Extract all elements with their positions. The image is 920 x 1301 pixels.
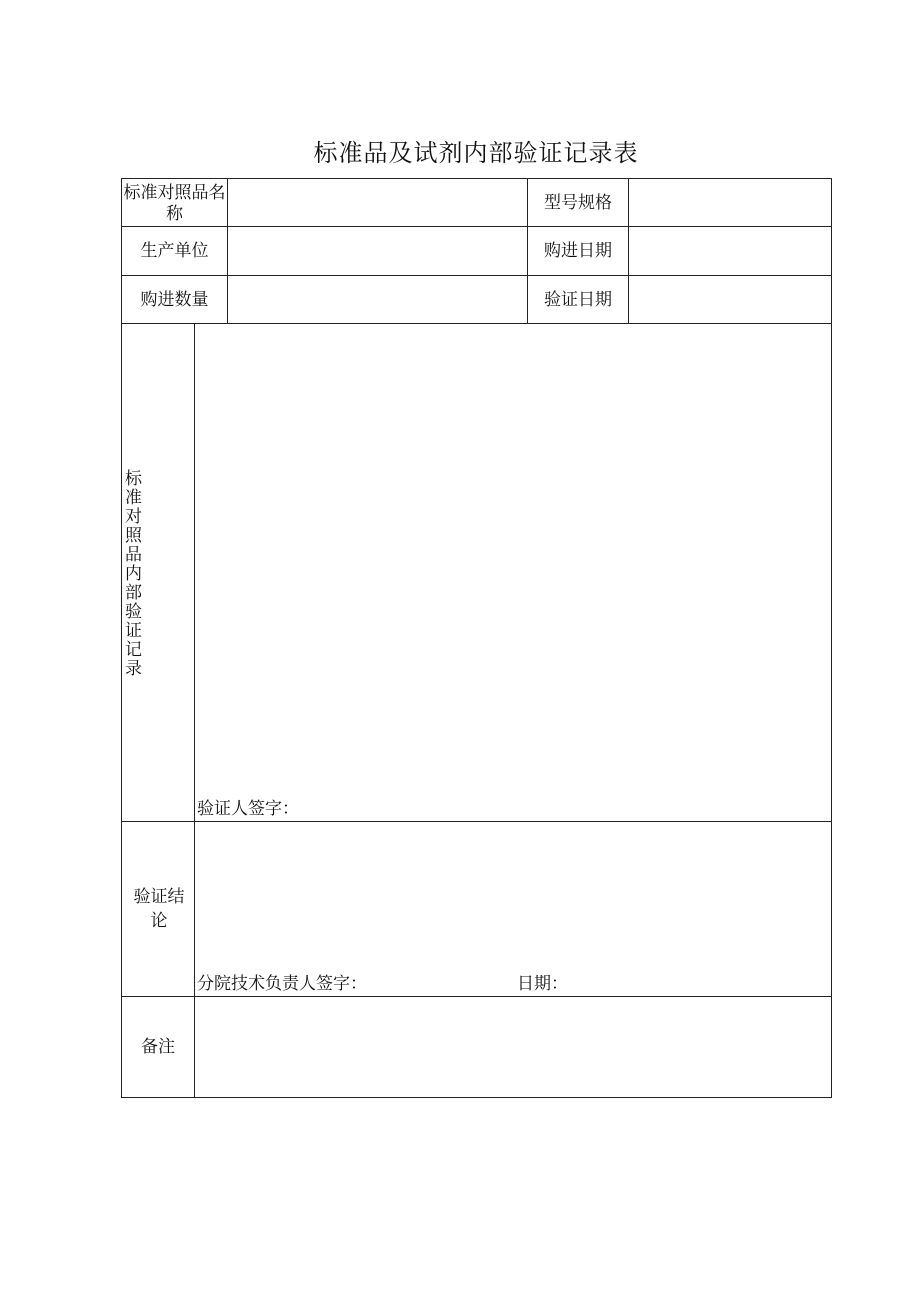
model-label: 型号规格 [544, 192, 612, 213]
verification-form-table [121, 178, 832, 1098]
manufacturer-label: 生产单位 [140, 241, 209, 261]
table-border-right [831, 178, 832, 1098]
row-divider [121, 821, 832, 822]
name-label: 标准对照品名称 [123, 182, 226, 224]
verifier-signature-label: 验证人签字： [197, 799, 299, 819]
page-title: 标准品及试剂内部验证记录表 [313, 139, 639, 167]
column-divider [628, 178, 629, 324]
purchase-date-label: 购进日期 [544, 241, 612, 261]
purchase-quantity-label: 购进数量 [140, 289, 209, 310]
verify-date-label: 验证日期 [544, 289, 612, 310]
column-divider [194, 323, 195, 1098]
tech-lead-signature-label: 分院技术负责人签字： [197, 974, 367, 994]
row-divider [121, 996, 832, 997]
table-border-bottom [121, 1097, 832, 1098]
column-divider [227, 178, 228, 324]
remarks-label: 备注 [141, 1037, 175, 1057]
conclusion-label: 验证结论 [133, 887, 185, 931]
record-label: 标准对照品内部验证记录 [125, 469, 142, 679]
conclusion-date-label: 日期： [517, 974, 568, 994]
